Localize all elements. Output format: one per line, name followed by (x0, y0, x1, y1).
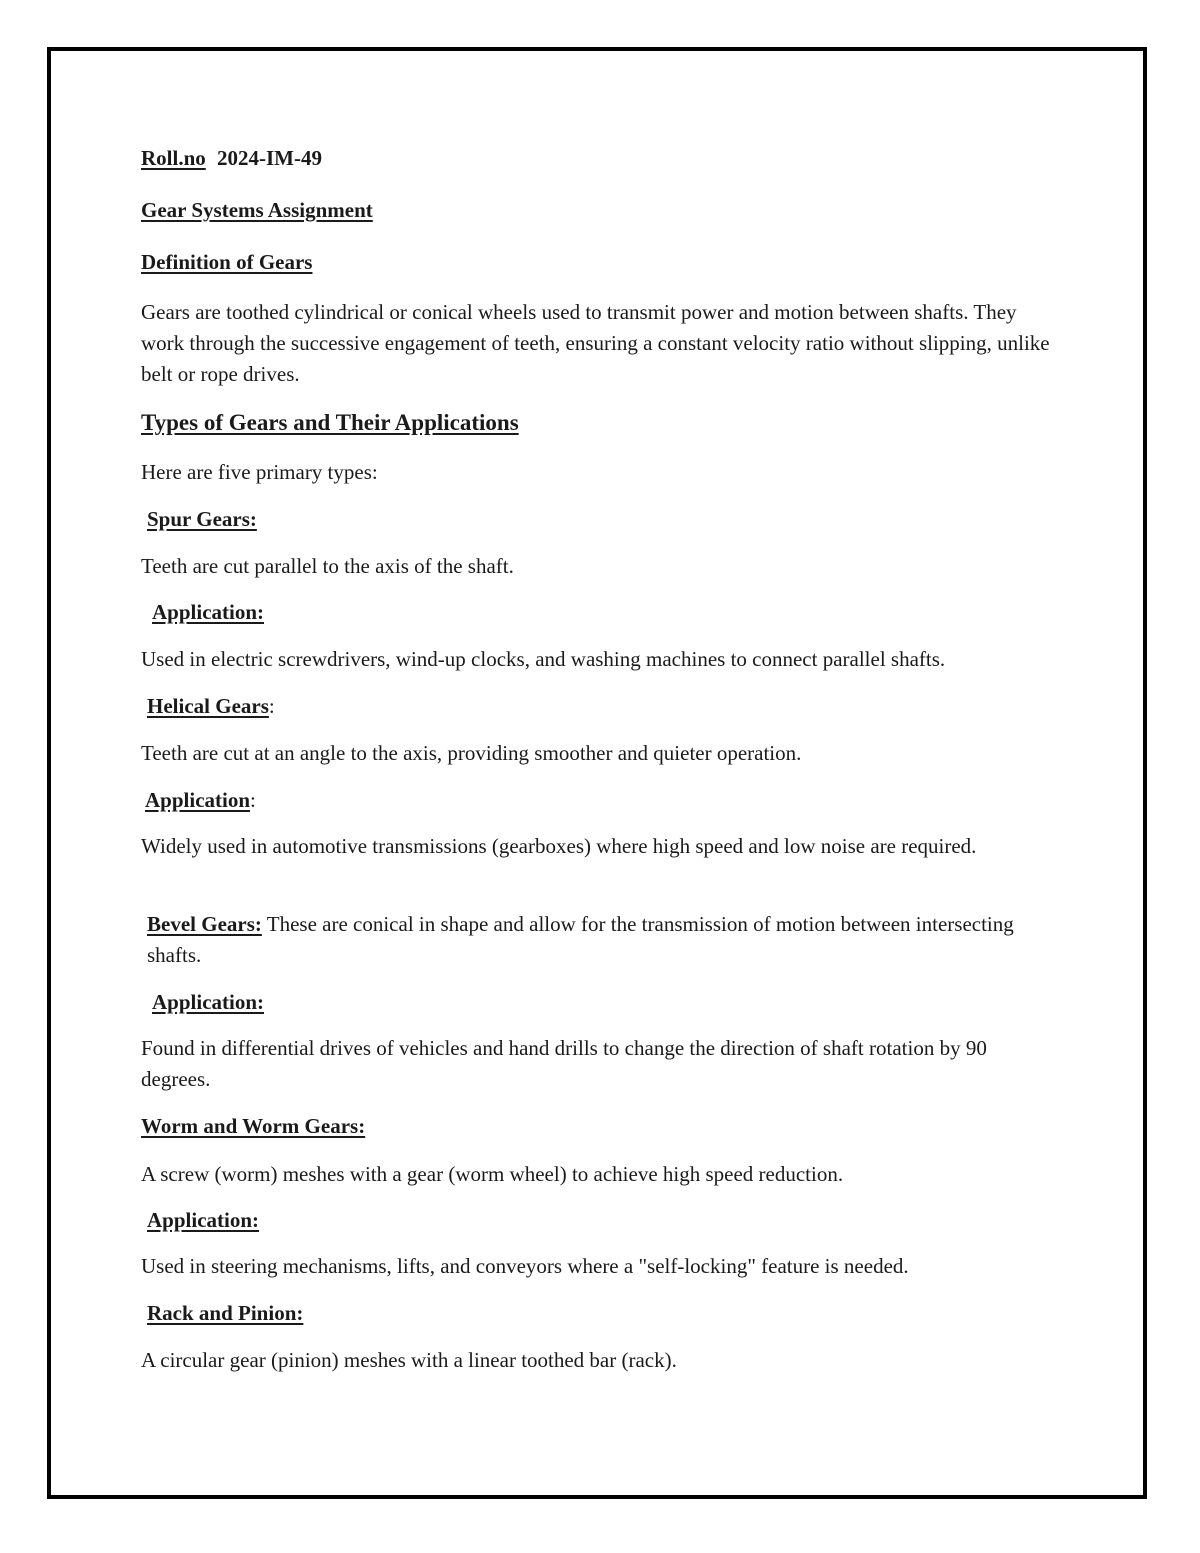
definition-heading-text: Definition of Gears (141, 250, 313, 274)
helical-heading-colon: : (268, 694, 275, 718)
rack-description: A circular gear (pinion) meshes with a linear toothed bar (rack). (141, 1348, 677, 1372)
spur-heading-text: Spur Gears: (147, 507, 257, 531)
spur-heading (147, 504, 1067, 535)
spur-description: Teeth are cut parallel to the axis of the shaft. (141, 554, 514, 578)
roll-label: Roll.no (141, 146, 206, 170)
bevel-description: These are conical in shape and allow for the transmission of motion between intersecting shafts. (147, 912, 1014, 967)
worm-application: Used in steering mechanisms, lifts, and conveyors where a "self-locking" feature is needed. (141, 1254, 909, 1278)
bevel-application-label (152, 987, 1072, 1018)
bevel-application: Found in differential drives of vehicles and hand drills to change the direction of shaft rotation by 90 degrees. (141, 1036, 987, 1091)
worm-heading (141, 1111, 1061, 1142)
helical-description: Teeth are cut at an angle to the axis, providing smoother and quieter operation. (141, 741, 802, 765)
worm-heading-text: Worm and Worm Gears: (141, 1114, 366, 1138)
rack-heading (147, 1298, 1067, 1329)
worm-description: A screw (worm) meshes with a gear (worm wheel) to achieve high speed reduction. (141, 1162, 844, 1186)
spur-application-label (152, 597, 1072, 628)
bevel-paragraph (141, 909, 1021, 971)
definition-paragraph: Gears are toothed cylindrical or conical wheels used to transmit power and motion between shafts. They work through the successive engagement of teeth, ensuring a constant velocity ratio without slipping, unlike belt or rope drives. (141, 300, 1050, 386)
helical-heading-text: Helical Gears (147, 694, 269, 718)
spur-application-label-text: Application: (152, 600, 265, 624)
types-intro: Here are five primary types: (141, 460, 378, 484)
helical-application-label-text: Application (145, 788, 251, 812)
worm-application-label-text: Application: (147, 1208, 260, 1232)
assignment-title (141, 195, 1061, 226)
helical-application: Widely used in automotive transmissions (gearboxes) where high speed and low noise are required. (141, 834, 977, 858)
helical-application-label (145, 785, 1065, 816)
spur-application: Used in electric screwdrivers, wind-up clocks, and washing machines to connect parallel shafts. (141, 647, 946, 671)
worm-application-label (147, 1205, 1067, 1236)
rack-heading-text: Rack and Pinion: (147, 1301, 304, 1325)
helical-application-colon: : (250, 788, 256, 812)
roll-number-line (141, 143, 1061, 174)
helical-heading (147, 691, 1067, 722)
types-heading-text: Types of Gears and Their Applications (141, 410, 519, 435)
roll-value: 2024-IM-49 (217, 146, 322, 170)
assignment-title-text: Gear Systems Assignment (141, 198, 373, 222)
definition-heading (141, 247, 1061, 278)
bevel-heading-text: Bevel Gears: (147, 912, 262, 936)
types-heading (141, 407, 1061, 438)
bevel-application-label-text: Application: (152, 990, 265, 1014)
